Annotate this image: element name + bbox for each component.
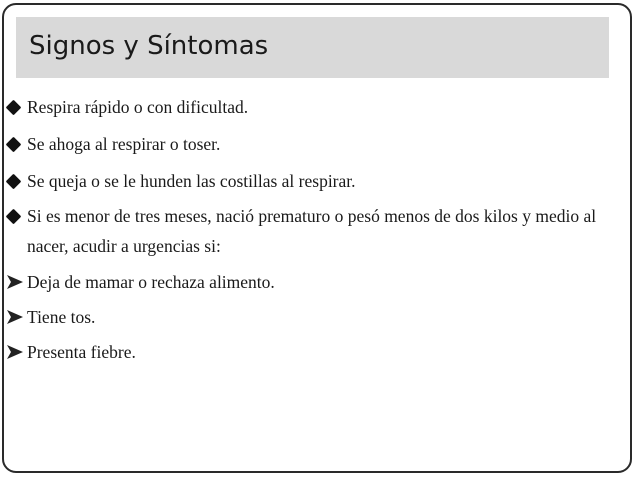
bullet-text: Si es menor de tres meses, nació prematuro o pesó menos de dos kilos y medio al nacer, acudir a urgencias si: xyxy=(27,206,597,256)
bullet-text: Respira rápido o con dificultad. xyxy=(27,97,249,117)
bullet-text: Se queja o se le hunden las costillas al respirar. xyxy=(27,171,356,191)
diamond-bullet-icon xyxy=(7,201,25,231)
bullet-text: Se ahoga al respirar o toser. xyxy=(27,134,221,154)
diamond-bullet-icon xyxy=(7,166,25,196)
slide-title: Signos y Síntomas xyxy=(29,31,269,61)
title-bar xyxy=(16,17,609,78)
bullet-text: Tiene tos. xyxy=(27,307,96,327)
bullet-text: Deja de mamar o rechaza alimento. xyxy=(27,272,275,292)
diamond-bullet-icon xyxy=(7,129,25,159)
diamond-bullet-icon xyxy=(7,92,25,122)
arrow-bullet-icon xyxy=(7,337,25,367)
bullet-text: Presenta fiebre. xyxy=(27,342,136,362)
arrow-bullet-icon xyxy=(7,267,25,297)
arrow-bullet-icon xyxy=(7,302,25,332)
